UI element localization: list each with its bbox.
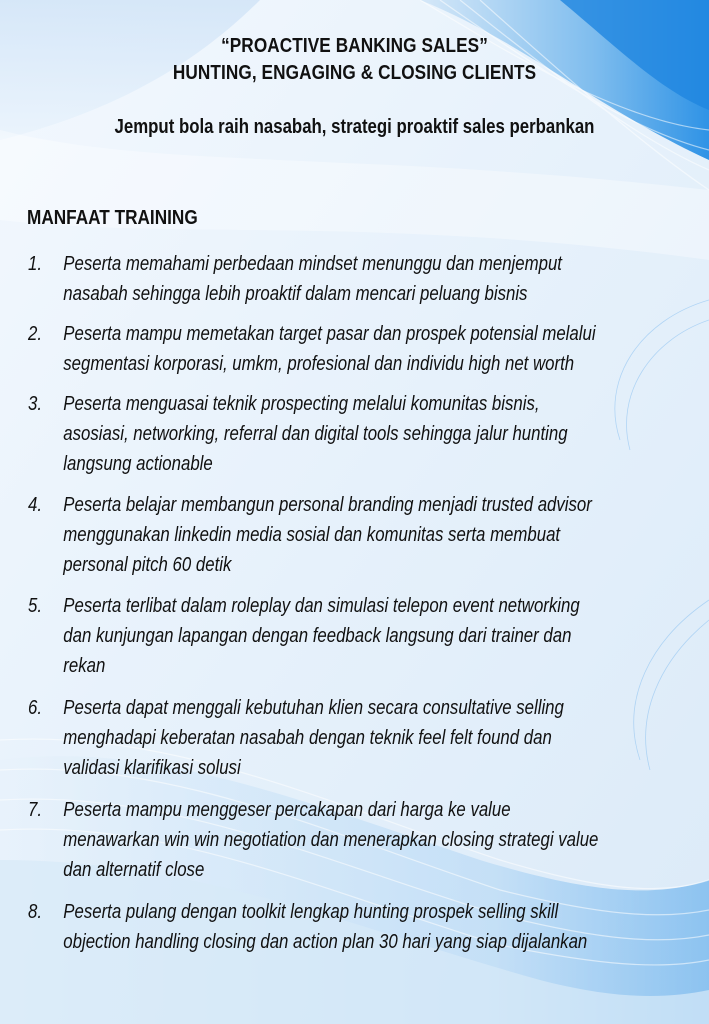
benefit-text-line: Peserta mampu memetakan target pasar dan prospek potensial melalui	[63, 323, 596, 345]
benefit-text-line: rekan	[63, 655, 106, 677]
benefit-number: 6.	[28, 697, 43, 719]
benefit-text-line: langsung actionable	[63, 453, 213, 475]
benefit-text-line: menawarkan win win negotiation dan menerapkan closing strategi value	[63, 829, 599, 851]
benefit-text-line: personal pitch 60 detik	[63, 554, 232, 576]
benefit-item	[28, 795, 666, 885]
benefit-text-line: asosiasi, networking, referral dan digital tools sehingga jalur hunting	[63, 423, 568, 445]
benefit-item	[28, 693, 666, 783]
benefit-text-line: menggunakan linkedin media sosial dan komunitas serta membuat	[63, 524, 561, 546]
benefit-item	[28, 249, 666, 309]
benefit-item	[28, 591, 666, 681]
benefit-number: 7.	[28, 799, 43, 821]
section-heading: MANFAAT TRAINING	[27, 207, 198, 229]
benefit-text-line: dan alternatif close	[63, 859, 205, 881]
benefit-text-line: Peserta belajar membangun personal branding menjadi trusted advisor	[63, 494, 592, 516]
page-title-line1: “PROACTIVE BANKING SALES”	[221, 35, 488, 57]
benefit-item	[28, 319, 666, 379]
benefit-number: 5.	[28, 595, 43, 617]
benefit-text-line: Peserta memahami perbedaan mindset menunggu dan menjemput	[63, 253, 562, 275]
benefit-number: 4.	[28, 494, 43, 516]
benefit-text-line: Peserta pulang dengan toolkit lengkap hunting prospek selling skill	[63, 901, 559, 923]
benefit-text-line: Peserta mampu menggeser percakapan dari harga ke value	[63, 799, 511, 821]
benefit-item	[28, 490, 666, 580]
benefit-number: 8.	[28, 901, 43, 923]
benefit-number: 1.	[28, 253, 43, 275]
benefit-text-line: dan kunjungan lapangan dengan feedback langsung dari trainer dan	[63, 625, 572, 647]
benefit-item	[28, 389, 666, 479]
benefit-text-line: validasi klarifikasi solusi	[63, 757, 241, 779]
benefit-item	[28, 897, 666, 957]
benefit-text-line: Peserta dapat menggali kebutuhan klien secara consultative selling	[63, 697, 564, 719]
page-subtitle: Jemput bola raih nasabah, strategi proaktif sales perbankan	[114, 116, 595, 138]
benefit-text-line: objection handling closing dan action plan 30 hari yang siap dijalankan	[63, 931, 588, 953]
benefit-text-line: segmentasi korporasi, umkm, profesional dan individu high net worth	[63, 353, 575, 375]
benefit-number: 2.	[28, 323, 43, 345]
benefit-text-line: Peserta terlibat dalam roleplay dan simulasi telepon event networking	[63, 595, 580, 617]
benefit-text-line: nasabah sehingga lebih proaktif dalam mencari peluang bisnis	[63, 283, 528, 305]
benefit-number: 3.	[28, 393, 43, 415]
benefit-text-line: Peserta menguasai teknik prospecting melalui komunitas bisnis,	[63, 393, 540, 415]
page-title-line2: HUNTING, ENGAGING & CLOSING CLIENTS	[172, 62, 537, 84]
benefit-text-line: menghadapi keberatan nasabah dengan teknik feel felt found dan	[63, 727, 552, 749]
